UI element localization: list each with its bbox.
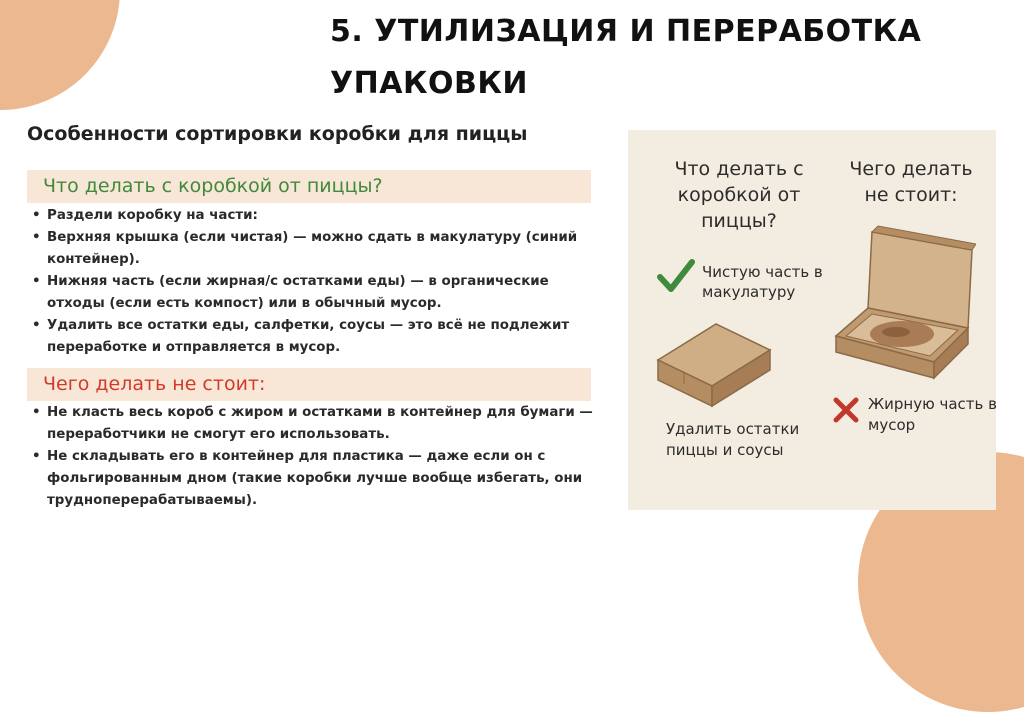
section-do-list — [29, 205, 599, 359]
illustration-question-dont: Чего делать не стоит: — [849, 158, 973, 206]
illustration-clean-part: Чистую часть в макулатуру — [702, 263, 823, 301]
illustration-question-do: Что делать с коробкой от пиццы? — [674, 158, 804, 232]
slide-subtitle: Особенности сортировки коробки для пиццы — [27, 123, 528, 145]
illustration-greasy-part: Жирную часть в мусор — [868, 395, 997, 434]
pizza-box-illustration — [628, 130, 996, 510]
cross-icon — [832, 396, 860, 424]
section-do-heading: Что делать с коробкой от пиццы? — [27, 170, 591, 203]
open-greasy-box-icon — [830, 222, 976, 380]
list-item: • Не класть весь короб с жиром и остатками в контейнер для бумаги — переработчики не смогут его использовать. — [29, 402, 599, 446]
slide-title — [330, 6, 1010, 110]
list-item: • Раздели коробку на части: — [29, 205, 599, 227]
list-item: • Не складывать его в контейнер для пластика — даже если он с фольгированным дном (такие коробки лучше вообще избегать, они трудноперерабатываемы). — [29, 446, 599, 512]
list-item: • Удалить все остатки еды, салфетки, соусы — это всё не подлежит переработке и отправляется в мусор. — [29, 315, 599, 359]
list-item: • Верхняя крышка (если чистая) — можно сдать в макулатуру (синий контейнер). — [29, 227, 599, 271]
closed-box-icon — [654, 316, 774, 408]
checkmark-icon — [656, 258, 696, 294]
decor-circle-top-left — [0, 0, 120, 110]
illustration-remove-leftovers: Удалить остатки пиццы и соусы — [666, 420, 800, 459]
list-item: • Нижняя часть (если жирная/с остатками еды) — в органические отходы (если есть компост) или в обычный мусор. — [29, 271, 599, 315]
section-dont-list — [29, 402, 599, 512]
section-dont-heading: Чего делать не стоит: — [27, 368, 591, 401]
title-line-2: УПАКОВКИ — [330, 66, 528, 101]
title-line-1: 5. УТИЛИЗАЦИЯ И ПЕРЕРАБОТКА — [330, 14, 922, 49]
